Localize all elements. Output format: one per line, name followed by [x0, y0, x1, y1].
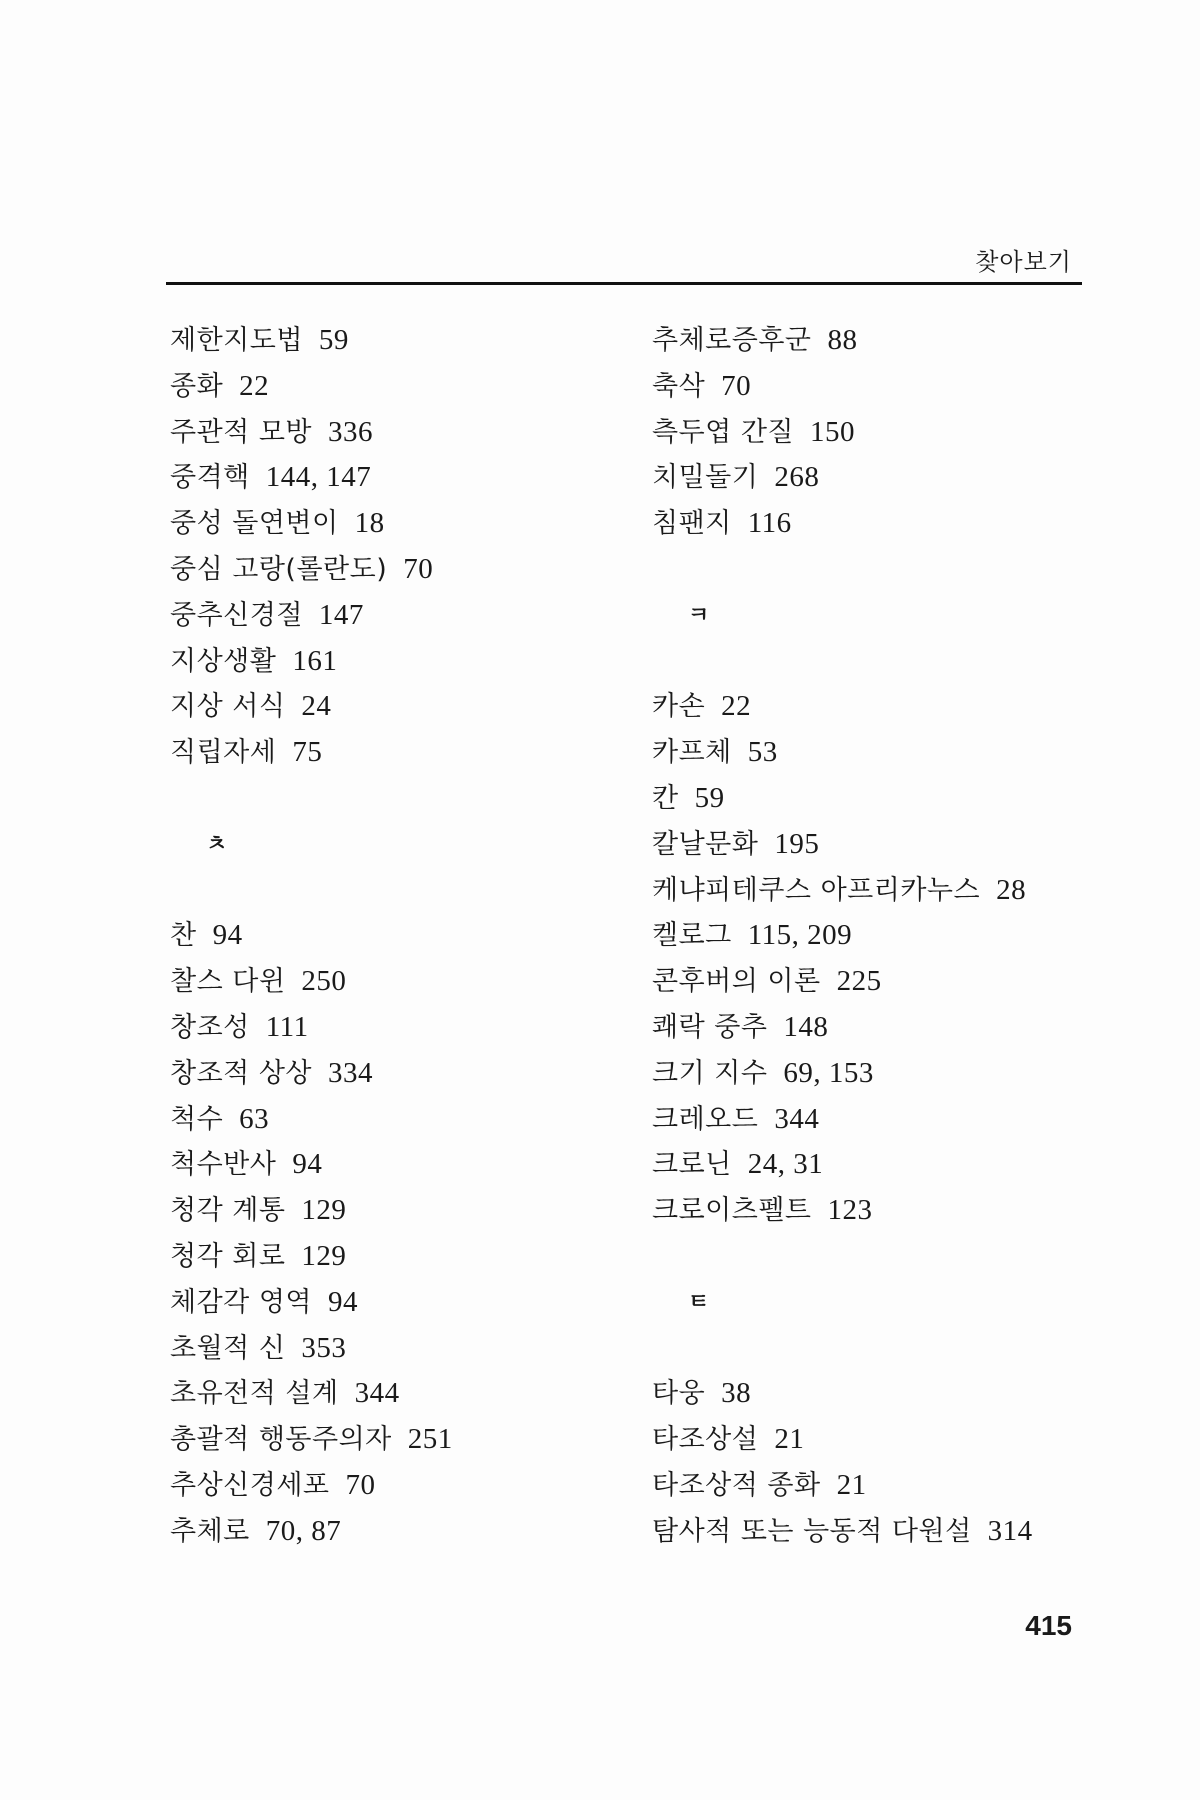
index-term: 탐사적 또는 능동적 다원설: [652, 1515, 972, 1547]
index-page-refs: 75: [292, 736, 323, 769]
index-page-refs: 63: [239, 1102, 270, 1135]
index-page-refs: 336: [328, 415, 373, 448]
index-page-refs: 250: [301, 965, 347, 998]
index-page-refs: 22: [239, 369, 270, 402]
index-term: 중성 돌연변이: [170, 508, 339, 540]
index-section-heading: ㅋ: [688, 602, 710, 628]
index-page-refs: 94: [328, 1285, 358, 1318]
index-term: 추체로: [170, 1515, 250, 1547]
index-page-refs: 334: [328, 1056, 373, 1089]
index-term: 중심 고랑(롤란도): [170, 553, 388, 585]
index-entry: [170, 1509, 630, 1555]
index-page-refs: 147: [318, 598, 364, 631]
index-entry: [652, 1097, 1112, 1143]
index-entry: [652, 913, 1112, 959]
index-entry: [170, 364, 630, 410]
index-term: 크로닌: [652, 1149, 732, 1181]
index-page-refs: 70, 87: [265, 1514, 342, 1547]
running-header: 찾아보기: [975, 248, 1072, 276]
index-entry: [652, 455, 1112, 501]
header-divider: [166, 282, 1082, 285]
index-page-refs: 195: [774, 827, 820, 860]
index-term: 치밀돌기: [652, 462, 759, 494]
index-term: 체감각 영역: [170, 1286, 312, 1318]
index-term: 카손: [652, 691, 706, 723]
index-page-refs: 225: [836, 965, 882, 998]
index-page-refs: 150: [810, 415, 855, 448]
index-entry: [652, 1417, 1112, 1463]
index-entry: [170, 684, 630, 730]
index-entry: [170, 1005, 630, 1051]
index-term: 창조성: [170, 1011, 250, 1043]
index-entry: [170, 410, 630, 456]
index-term: 크레오드: [652, 1103, 759, 1135]
index-page-refs: 344: [354, 1377, 400, 1410]
index-entry: [170, 1142, 630, 1188]
index-term: 청각 회로: [170, 1240, 286, 1272]
index-page-refs: 129: [301, 1194, 347, 1227]
index-entry: [652, 318, 1112, 364]
index-term: 초유전적 설계: [170, 1378, 339, 1410]
index-term: 칸: [652, 782, 679, 814]
index-term: 쾌락 중추: [652, 1011, 768, 1043]
index-page-refs: 161: [292, 644, 338, 677]
index-page-refs: 251: [407, 1423, 453, 1456]
index-spacer: [170, 868, 630, 914]
index-spacer: [652, 1234, 1112, 1280]
index-term: 케냐피테쿠스 아프리카누스: [652, 874, 981, 906]
index-section-heading: ㅊ: [206, 831, 228, 857]
index-entry: [652, 1005, 1112, 1051]
index-entry: [170, 1188, 630, 1234]
index-page-refs: 94: [212, 919, 243, 952]
index-term: 카프체: [652, 737, 732, 769]
index-entry: [170, 1280, 630, 1326]
index-term: 제한지도법: [170, 325, 303, 356]
index-page-refs: 353: [301, 1331, 347, 1364]
index-page-refs: 70: [403, 552, 434, 585]
index-page-refs: 53: [747, 736, 778, 769]
index-page-refs: 314: [987, 1514, 1033, 1547]
index-term: 찬: [170, 920, 197, 952]
index-page-refs: 115, 209: [747, 919, 853, 952]
index-page-refs: 116: [747, 507, 792, 540]
index-term: 축삭: [652, 370, 706, 402]
index-page-refs: 21: [774, 1423, 805, 1456]
index-spacer: [652, 1326, 1112, 1372]
index-term: 지상 서식: [170, 691, 286, 723]
index-entry: [652, 364, 1112, 410]
index-entry: [652, 1463, 1112, 1509]
index-entry: [652, 1051, 1112, 1097]
index-term: 추체로증후군: [652, 325, 812, 356]
index-entry: [170, 547, 630, 593]
index-page-refs: 129: [301, 1239, 347, 1272]
index-page-refs: 59: [318, 324, 349, 356]
index-term: 척수: [170, 1103, 224, 1135]
index-term: 중추신경절: [170, 599, 303, 631]
index-entry: [170, 1326, 630, 1372]
index-entry: [170, 913, 630, 959]
index-term: 타웅: [652, 1378, 706, 1410]
index-page-refs: 148: [783, 1010, 829, 1043]
index-entry: [170, 1463, 630, 1509]
index-page-refs: 70: [721, 369, 752, 402]
index-page-refs: 59: [694, 781, 725, 814]
index-entry: [652, 730, 1112, 776]
index-section-heading: ㅌ: [688, 1289, 710, 1315]
index-page-refs: 21: [836, 1468, 867, 1501]
index-page-refs: 70: [345, 1468, 376, 1501]
index-page-refs: 38: [721, 1377, 752, 1410]
index-term: 크로이츠펠트: [652, 1195, 812, 1227]
index-page-refs: 144, 147: [265, 461, 372, 494]
index-term: 창조적 상상: [170, 1057, 312, 1089]
index-term: 직립자세: [170, 737, 277, 769]
index-entry: [170, 593, 630, 639]
index-column-right: [652, 318, 1112, 1555]
index-term: 중격핵: [170, 462, 250, 494]
index-entry: [170, 455, 630, 501]
index-page-refs: 344: [774, 1102, 820, 1135]
index-term: 주관적 모방: [170, 416, 312, 448]
index-term: 칼날문화: [652, 828, 759, 860]
index-entry: [170, 1234, 630, 1280]
index-entry: [652, 822, 1112, 868]
index-term: 타조상설: [652, 1424, 759, 1456]
index-entry: [652, 868, 1112, 914]
index-term: 찰스 다윈: [170, 966, 286, 998]
index-spacer: [652, 639, 1112, 685]
index-entry: [652, 1509, 1112, 1555]
index-entry: [170, 318, 630, 364]
index-term: 초월적 신: [170, 1332, 286, 1364]
index-term: 총괄적 행동주의자: [170, 1424, 392, 1456]
index-spacer: [652, 547, 1112, 593]
index-term: 콘후버의 이론: [652, 966, 821, 998]
index-entry: [170, 501, 630, 547]
index-page-refs: 24: [301, 690, 332, 723]
index-entry: [170, 1371, 630, 1417]
index-term: 추상신경세포: [170, 1469, 330, 1501]
index-page-refs: 24, 31: [747, 1148, 824, 1181]
index-term: 지상생활: [170, 645, 277, 677]
index-entry: [652, 776, 1112, 822]
index-entry: [652, 684, 1112, 730]
index-page-refs: 111: [265, 1010, 309, 1043]
index-term: 타조상적 종화: [652, 1469, 821, 1501]
index-term: 측두엽 간질: [652, 416, 794, 448]
index-page-refs: 88: [827, 324, 858, 356]
index-page-refs: 69, 153: [783, 1056, 874, 1089]
index-page-refs: 268: [774, 461, 820, 494]
index-entry: [652, 959, 1112, 1005]
index-entry: [652, 1371, 1112, 1417]
index-entry: [170, 959, 630, 1005]
index-term: 침팬지: [652, 508, 732, 540]
index-entry: [170, 1417, 630, 1463]
index-entry: [170, 1051, 630, 1097]
index-entry: [652, 410, 1112, 456]
index-entry: [170, 1097, 630, 1143]
index-page-refs: 123: [827, 1194, 873, 1227]
index-spacer: [170, 776, 630, 822]
index-term: 종화: [170, 370, 224, 402]
index-term: 크기 지수: [652, 1057, 768, 1089]
page-number: 415: [1025, 1610, 1072, 1641]
index-term: 척수반사: [170, 1149, 277, 1181]
index-column-left: [170, 318, 630, 1555]
index-entry: [652, 1188, 1112, 1234]
index-entry: [170, 730, 630, 776]
index-entry: [652, 501, 1112, 547]
index-term: 청각 계통: [170, 1195, 286, 1227]
index-term: 켈로그: [652, 920, 732, 952]
index-entry: [652, 1142, 1112, 1188]
index-page-refs: 18: [354, 507, 385, 540]
index-entry: [170, 639, 630, 685]
index-page-refs: 94: [292, 1148, 323, 1181]
index-page-refs: 28: [996, 873, 1027, 906]
index-page-refs: 22: [721, 690, 752, 723]
